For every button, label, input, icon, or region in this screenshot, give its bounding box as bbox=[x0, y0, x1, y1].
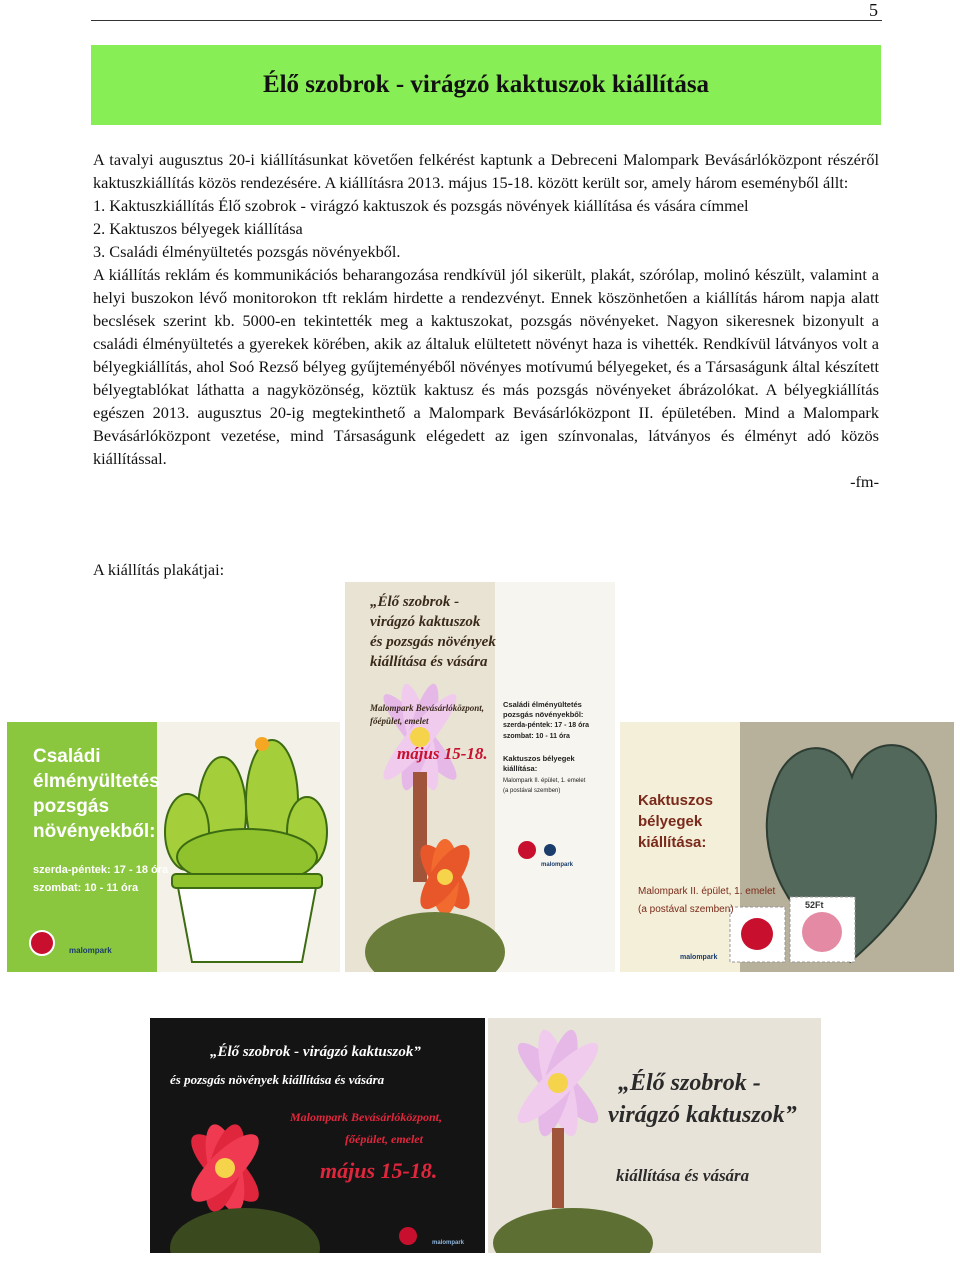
malompark-logo: malompark bbox=[541, 862, 574, 868]
banner-dark bbox=[150, 1018, 485, 1253]
main-family-heading: Családi élményültetés pozsgás növényekből: bbox=[503, 700, 584, 719]
family-heading-line: Családi bbox=[33, 746, 101, 767]
main-stamps-heading: Kaktuszos bélyegek kiállítása: bbox=[503, 754, 575, 773]
family-heading-line: növényekből: bbox=[33, 821, 156, 842]
banner-dark-date: május 15-18. bbox=[320, 1158, 438, 1183]
banner-dark-venue: Malompark Bevásárlóközpont, bbox=[290, 1110, 443, 1124]
stamps-location: Malompark II. épület, 1. emelet bbox=[638, 886, 776, 897]
banner-light bbox=[488, 1018, 821, 1253]
main-family-time-weekday: szerda-péntek: 17 - 18 óra bbox=[503, 722, 589, 729]
family-heading-line: élményültetés bbox=[33, 771, 160, 792]
malompark-logo: malompark bbox=[432, 1240, 465, 1246]
stamps-heading-line: bélyegek bbox=[638, 813, 703, 830]
list-item: 1. Kaktuszkiállítás Élő szobrok - virágzó kaktuszok és pozsgás növények kiállítása és vására címmel bbox=[93, 196, 749, 215]
signature: -fm- bbox=[850, 472, 879, 491]
banner-light-subtitle: virágzó kaktuszok” bbox=[608, 1102, 797, 1128]
list-item: 2. Kaktuszos bélyegek kiállítása bbox=[93, 219, 303, 238]
main-title-line: és pozsgás növények bbox=[370, 634, 496, 650]
malompark-logo: malompark bbox=[69, 946, 112, 955]
stamps-heading-line: Kaktuszos bbox=[638, 792, 714, 809]
family-time-weekday: szerda-péntek: 17 - 18 óra bbox=[33, 864, 169, 876]
banner-dark-title: „Élő szobrok - virágzó kaktuszok” bbox=[210, 1044, 421, 1060]
family-heading-line: pozsgás bbox=[33, 796, 110, 817]
list-item: 3. Családi élményültetés pozsgás növényekből. bbox=[93, 242, 401, 261]
page-title: Élő szobrok - virágzó kaktuszok kiállítása bbox=[262, 71, 710, 98]
main-venue-line: főépület, emelet bbox=[370, 716, 429, 726]
main-date: május 15-18. bbox=[397, 744, 488, 763]
poster-main bbox=[345, 582, 615, 972]
family-time-saturday: szombat: 10 - 11 óra bbox=[33, 882, 139, 894]
banner-dark-venue-floor: főépület, emelet bbox=[345, 1132, 423, 1146]
poster-family bbox=[7, 722, 340, 972]
stamps-heading-line: kiállítása: bbox=[638, 834, 707, 851]
banner-light-artwork bbox=[488, 1018, 821, 1253]
main-stamps-location: Malompark II. épület, 1. emelet bbox=[503, 778, 586, 784]
malompark-logo: malompark bbox=[680, 954, 718, 961]
main-venue-line: Malompark Bevásárlóközpont, bbox=[370, 703, 485, 713]
header-rule bbox=[91, 20, 882, 21]
main-stamps-note: (a postával szemben) bbox=[503, 788, 561, 794]
page-number: 5 bbox=[869, 0, 878, 20]
stamp-value: 52Ft bbox=[805, 900, 824, 910]
main-paragraph: A kiállítás reklám és kommunikációs beharangozása rendkívül jól sikerült, plakát, szórólap, molinó készült, valamint a helyi buszokon lévő monitorokon tft reklám hirdette a rendezvényt. Ennek köszönhetően a kiállítás három napja alatt becslések szerint kb. 5000-en tekintették meg a kaktuszokat, pozsgás növényeket. Nagyon sikeresnek bizonyult a családi élményültetés a gyerekek körében, akik az általuk elültetett növényt haza is vihették. Rendkívül látványos volt a bélyegkiállítás, ahol Soó Rezső bélyeg gyűjteményéből növényes motívumú bélyegeket, és a Társaságunk által készített bélyegtablókat láthatta a nagyközönség, köztük kaktusz és más pozsgás növényeket ábrázolókat. A bélyegkiállítás egészen 2013. augusztus 20-ig megtekinthető a Malompark Bevásárlóközpont II. épületében. Mind a Malompark Bevásárlóközpont vezetése, mind Társaságunk elégedett az igen színvonalas, látványos és élményt adó közös kiállítással. bbox=[93, 265, 879, 468]
main-title-line: virágzó kaktuszok bbox=[370, 614, 481, 630]
posters-label: A kiállítás plakátjai: bbox=[93, 560, 225, 579]
title-banner bbox=[91, 45, 881, 125]
society-logo-icon bbox=[29, 930, 55, 956]
main-venue bbox=[370, 702, 484, 728]
main-family-time-saturday: szombat: 10 - 11 óra bbox=[503, 733, 570, 740]
family-heading bbox=[33, 744, 160, 844]
stamps-note: (a postával szemben) bbox=[638, 904, 734, 915]
banner-light-title: „Élő szobrok - bbox=[618, 1070, 761, 1096]
banner-dark-subtitle: és pozsgás növények kiállítása és vására bbox=[170, 1072, 385, 1087]
banner-light-tagline: kiállítása és vására bbox=[616, 1166, 750, 1185]
article-body bbox=[93, 148, 879, 493]
stamps-heading bbox=[638, 790, 713, 853]
poster-stamps bbox=[620, 722, 954, 972]
main-title-line: „Élő szobrok - bbox=[370, 594, 460, 610]
main-title-line: kiállítása és vására bbox=[370, 654, 488, 670]
intro-paragraph: A tavalyi augusztus 20-i kiállításunkat követően felkérést kaptunk a Debreceni Malompark Bevásárlóközpont részéről kaktuszkiállítás közös rendezésére. A kiállításra 2013. május 15-18. között került sor, amely három eseményből állt: bbox=[93, 150, 879, 192]
main-title bbox=[370, 592, 496, 672]
